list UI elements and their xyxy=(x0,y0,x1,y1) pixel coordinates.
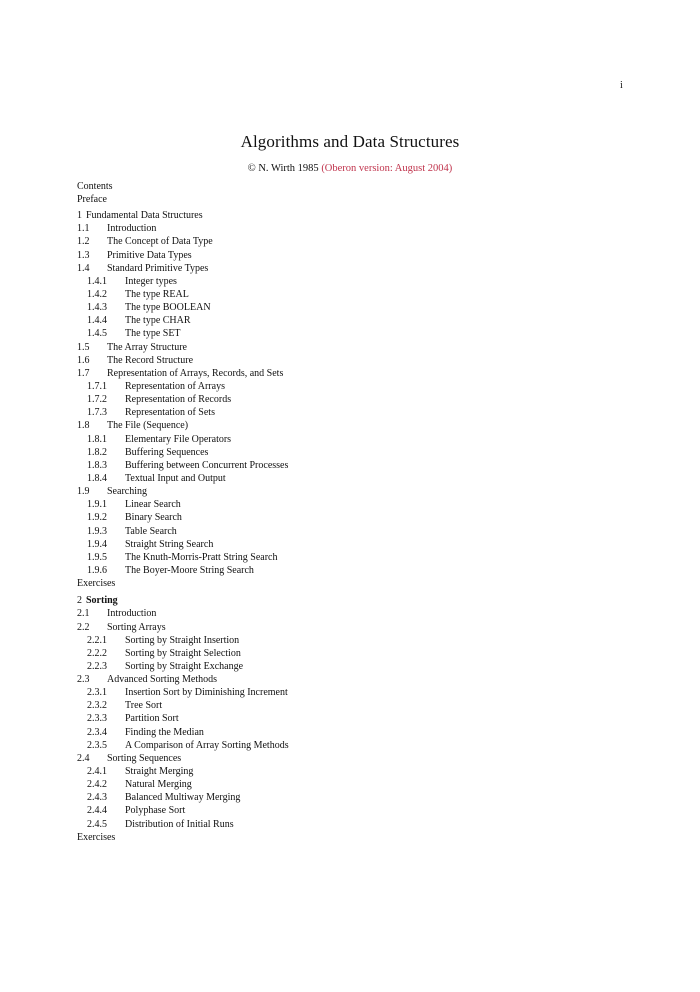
toc-entry[interactable] xyxy=(77,699,637,712)
toc-entry[interactable] xyxy=(77,472,637,485)
toc-entry[interactable] xyxy=(77,525,637,538)
toc-entry-title: Finding the Median xyxy=(125,726,204,738)
toc-entry-number: 1.6 xyxy=(77,354,90,366)
toc-entry[interactable] xyxy=(77,621,637,634)
toc-entry[interactable] xyxy=(77,538,637,551)
toc-entry[interactable] xyxy=(77,406,637,419)
toc-entry-number: 2.4.3 xyxy=(87,792,107,804)
toc-entry[interactable] xyxy=(77,804,637,817)
toc-entry-number: 1.8.4 xyxy=(87,472,107,484)
toc-entry-number: 2.4 xyxy=(77,752,90,764)
toc-entry-title: Advanced Sorting Methods xyxy=(107,674,217,686)
toc-entry[interactable] xyxy=(77,778,637,791)
toc-entry-title: Standard Primitive Types xyxy=(107,262,209,274)
toc-entry[interactable] xyxy=(77,765,637,778)
toc-entry-number: 2.4.1 xyxy=(87,766,107,778)
toc-entry[interactable] xyxy=(77,209,637,222)
toc-entry[interactable] xyxy=(77,393,637,406)
toc-entry[interactable] xyxy=(77,511,637,524)
toc-entry[interactable] xyxy=(77,647,637,660)
toc-entry-title: Representation of Arrays, Records, and Sets xyxy=(107,367,284,379)
toc-entry-title: Exercises xyxy=(77,578,116,590)
toc-entry-title: The Boyer-Moore String Search xyxy=(125,564,254,576)
toc-entry[interactable] xyxy=(77,193,637,206)
toc-entry-number: 1 xyxy=(77,210,82,222)
toc-entry[interactable] xyxy=(77,249,637,262)
toc-entry-title: The Knuth-Morris-Pratt String Search xyxy=(125,551,278,563)
toc-entry-title: Fundamental Data Structures xyxy=(86,210,203,222)
toc-entry-title: Sorting by Straight Selection xyxy=(125,647,241,659)
toc-entry-title: Preface xyxy=(77,194,107,205)
toc-entry-number: 1.4 xyxy=(77,262,90,274)
toc-entry-title: Introduction xyxy=(107,608,157,620)
toc-entry[interactable] xyxy=(77,752,637,765)
toc-entry-title: The type SET xyxy=(125,328,181,340)
toc-entry[interactable] xyxy=(77,739,637,752)
toc-entry[interactable] xyxy=(77,433,637,446)
toc-entry[interactable] xyxy=(77,327,637,340)
toc-entry-number: 1.4.2 xyxy=(87,288,107,300)
toc-entry-number: 1.9.5 xyxy=(87,551,107,563)
toc-entry[interactable] xyxy=(77,712,637,725)
toc-entry-title: Textual Input and Output xyxy=(125,472,226,484)
toc-entry-title: Representation of Sets xyxy=(125,407,215,419)
toc-entry-title: Buffering Sequences xyxy=(125,446,209,458)
toc-entry-title: Sorting Arrays xyxy=(107,621,166,633)
toc-entry-number: 2.4.5 xyxy=(87,818,107,830)
toc-entry[interactable] xyxy=(77,577,637,590)
toc-entry-title: The Record Structure xyxy=(107,354,194,366)
toc-entry-number: 2.4.2 xyxy=(87,779,107,791)
table-of-contents xyxy=(77,193,637,844)
toc-entry[interactable] xyxy=(77,818,637,831)
toc-entry-number: 1.3 xyxy=(77,249,90,261)
toc-entry-title: Searching xyxy=(107,486,147,498)
toc-entry-title: Straight Merging xyxy=(125,766,194,778)
toc-entry-number: 2 xyxy=(77,595,82,607)
toc-entry-number: 1.5 xyxy=(77,341,90,353)
toc-entry[interactable] xyxy=(77,564,637,577)
toc-entry-title: Integer types xyxy=(125,275,177,287)
toc-entry-number: 2.3 xyxy=(77,674,90,686)
toc-entry-number: 1.7.1 xyxy=(87,380,107,392)
toc-entry-number: 1.4.4 xyxy=(87,315,107,327)
toc-entry-number: 2.3.5 xyxy=(87,739,107,751)
toc-entry[interactable] xyxy=(77,498,637,511)
toc-entry[interactable] xyxy=(77,419,637,432)
toc-entry[interactable] xyxy=(77,551,637,564)
toc-entry-title: The type CHAR xyxy=(125,315,191,327)
author-copyright: © N. Wirth 1985 xyxy=(247,163,319,174)
toc-entry[interactable] xyxy=(77,594,637,607)
toc-entry[interactable] xyxy=(77,301,637,314)
toc-entry[interactable] xyxy=(77,354,637,367)
toc-entry-number: 1.7 xyxy=(77,367,90,379)
toc-entry-number: 1.9.2 xyxy=(87,512,107,524)
toc-entry-title: Sorting by Straight Insertion xyxy=(125,634,240,646)
toc-entry-title: Table Search xyxy=(125,525,177,537)
toc-entry-title: The Concept of Data Type xyxy=(107,236,213,248)
toc-entry-number: 1.8.1 xyxy=(87,433,107,445)
byline xyxy=(0,163,700,174)
toc-entry-number: 2.3.1 xyxy=(87,687,107,699)
toc-entry[interactable] xyxy=(77,235,637,248)
toc-entry[interactable] xyxy=(77,660,637,673)
toc-entry-title: Sorting by Straight Exchange xyxy=(125,660,244,672)
toc-entry-title: Partition Sort xyxy=(125,713,179,725)
toc-entry[interactable] xyxy=(77,380,637,393)
toc-entry-title: Exercises xyxy=(77,831,116,843)
document-title: Algorithms and Data Structures xyxy=(240,132,460,151)
toc-entry-title: Binary Search xyxy=(125,512,182,524)
toc-entry-number: 2.3.2 xyxy=(87,700,107,712)
toc-entry-number: 2.4.4 xyxy=(87,805,107,817)
toc-entry-number: 1.1 xyxy=(77,223,90,235)
toc-entry[interactable] xyxy=(77,341,637,354)
toc-entry-title: The type REAL xyxy=(125,288,189,300)
toc-entry[interactable] xyxy=(77,222,637,235)
toc-entry[interactable] xyxy=(77,459,637,472)
toc-entry-number: 2.2.3 xyxy=(87,660,107,672)
toc-entry-number: 2.2.2 xyxy=(87,647,107,659)
toc-entry[interactable] xyxy=(77,726,637,739)
toc-entry-number: 1.8.2 xyxy=(87,446,107,458)
toc-entry-number: 2.3.3 xyxy=(87,713,107,725)
toc-entry[interactable] xyxy=(77,275,637,288)
toc-entry-title: Introduction xyxy=(107,223,157,235)
toc-entry-number: 1.9.1 xyxy=(87,499,107,511)
toc-entry-title: Buffering between Concurrent Processes xyxy=(125,459,289,471)
toc-entry-title: Representation of Records xyxy=(125,394,232,406)
toc-entry-number: 1.7.3 xyxy=(87,407,107,419)
toc-entry-number: 1.2 xyxy=(77,236,90,248)
toc-entry[interactable] xyxy=(77,288,637,301)
toc-entry-number: 1.9.3 xyxy=(87,525,107,537)
toc-entry-title: Primitive Data Types xyxy=(107,249,192,261)
toc-entry[interactable] xyxy=(77,634,637,647)
toc-entry-number: 1.4.3 xyxy=(87,302,107,314)
toc-entry-number: 2.3.4 xyxy=(87,726,107,738)
toc-entry[interactable] xyxy=(77,446,637,459)
toc-entry-title: The File (Sequence) xyxy=(107,420,189,432)
toc-entry-title: Straight String Search xyxy=(125,538,214,550)
toc-entry-number: 1.7.2 xyxy=(87,394,107,406)
toc-entry-number: 2.2.1 xyxy=(87,634,107,646)
toc-entry-title: Sorting Sequences xyxy=(107,752,182,764)
toc-entry-number: 1.9.6 xyxy=(87,564,107,576)
toc-entry-number: 1.8.3 xyxy=(87,459,107,471)
toc-entry-title: The type BOOLEAN xyxy=(125,302,211,314)
toc-entry[interactable] xyxy=(77,791,637,804)
toc-entry-title: Polyphase Sort xyxy=(125,805,186,817)
toc-entry-number: 1.9.4 xyxy=(87,538,107,550)
toc-entry[interactable] xyxy=(77,314,637,327)
version-note: (Oberon version: August 2004) xyxy=(321,163,453,174)
toc-entry[interactable] xyxy=(77,607,637,620)
toc-entry-title: Linear Search xyxy=(125,499,181,511)
toc-entry-title: Balanced Multiway Merging xyxy=(125,792,241,804)
toc-entry[interactable] xyxy=(77,262,637,275)
toc-entry[interactable] xyxy=(77,831,637,844)
toc-entry-title: Sorting xyxy=(86,595,118,607)
toc-entry[interactable] xyxy=(77,367,637,380)
toc-entry-title: Distribution of Initial Runs xyxy=(125,818,234,830)
toc-entry[interactable] xyxy=(77,673,637,686)
toc-entry-title: Tree Sort xyxy=(125,700,163,712)
toc-entry[interactable] xyxy=(77,686,637,699)
toc-entry-number: 1.4.5 xyxy=(87,328,107,340)
page-number: i xyxy=(620,80,623,91)
toc-entry[interactable] xyxy=(77,485,637,498)
toc-entry-title: The Array Structure xyxy=(107,341,187,353)
toc-entry-number: 2.2 xyxy=(77,621,90,633)
toc-entry-title: Elementary File Operators xyxy=(125,433,232,445)
toc-entry-title: Representation of Arrays xyxy=(125,380,225,392)
toc-entry-title: Natural Merging xyxy=(125,779,192,791)
toc-entry-number: 2.1 xyxy=(77,608,90,620)
toc-entry-number: 1.8 xyxy=(77,420,90,432)
contents-heading: Contents xyxy=(77,181,113,192)
toc-entry-number: 1.9 xyxy=(77,486,90,498)
toc-entry-title: Insertion Sort by Diminishing Increment xyxy=(125,687,288,699)
toc-entry-title: A Comparison of Array Sorting Methods xyxy=(125,739,289,751)
toc-entry-number: 1.4.1 xyxy=(87,275,107,287)
